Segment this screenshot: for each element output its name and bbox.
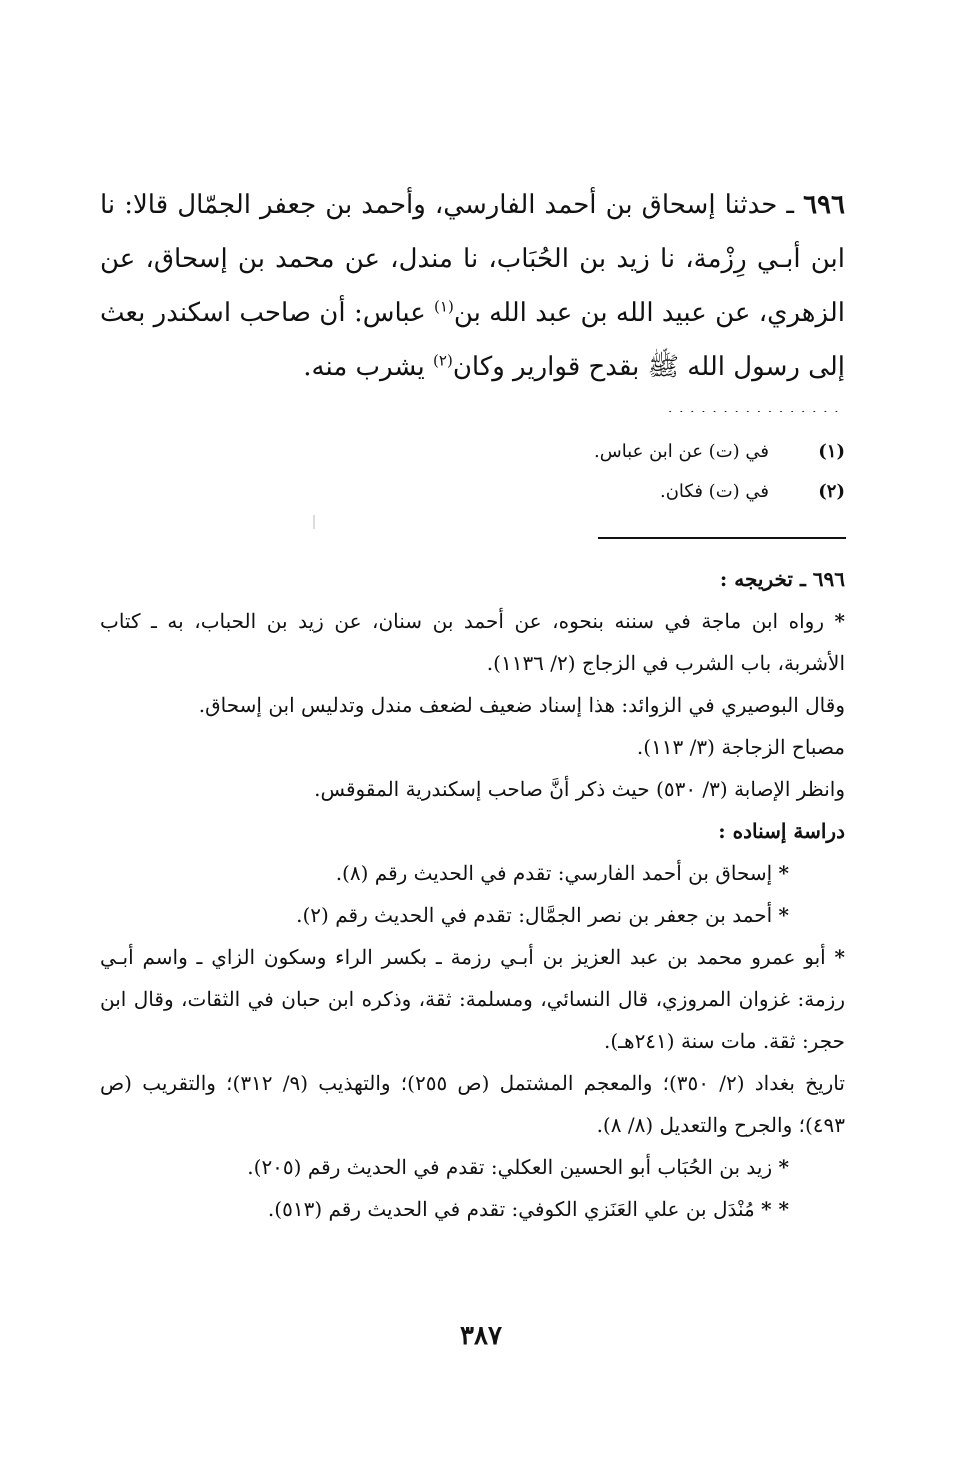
footnote-ref-2: (٢)	[433, 351, 453, 370]
bullet-marker: *	[778, 1155, 789, 1179]
narrator-text: زيد بن الحُبَاب أبو الحسين العكلي: تقدم في الحديث رقم (٢٠٥).	[247, 1155, 773, 1179]
paragraph-text: وانظر الإصابة (٣/ ٥٣٠) حيث ذكر أنَّ صاحب إسكندرية المقوقس.	[314, 777, 845, 801]
footnote-text: في (ت) فكان.	[659, 481, 769, 502]
takhrij-paragraph	[100, 768, 845, 810]
takhrij-paragraph	[100, 600, 845, 684]
takhrij-heading	[100, 558, 845, 600]
hadith-text-part2: عباس: أن صاحب اسكندر بعث إلى رسول الله ﷺ بقدح قوارير وكان	[100, 298, 845, 382]
narrator-entry	[100, 894, 845, 936]
takhrij-heading-title: تخريجه	[734, 567, 793, 591]
page-number: ٣٨٧	[460, 1321, 502, 1351]
paragraph-text: رواه ابن ماجة في سننه بنحوه، عن أحمد بن سنان، عن زيد بن الحباب، به ـ كتاب الأشربة، باب الشرب في الزجاج (٢/ ١١٣٦).	[100, 609, 845, 675]
narrator-sources	[100, 1062, 845, 1146]
paragraph-text: وقال البوصيري في الزوائد: هذا إسناد ضعيف لضعف مندل وتدليس ابن إسحاق.	[198, 693, 845, 717]
footnote-item	[445, 432, 845, 472]
hadith-text-part3: يشرب منه.	[303, 352, 434, 382]
bullet-marker: *	[778, 861, 789, 885]
bullet-marker: * *	[761, 1197, 789, 1221]
narrator-text: إسحاق بن أحمد الفارسي: تقدم في الحديث رقم (٨).	[335, 861, 773, 885]
scan-artifact	[313, 515, 315, 529]
narrator-entry	[100, 1188, 845, 1230]
bullet-marker: *	[778, 903, 789, 927]
footnote-mark: (١)	[818, 441, 845, 462]
footnote-item	[445, 472, 845, 512]
narrator-text: أبو عمرو محمد بن عبد العزيز بن أبـي رزمة ـ بكسر الراء وسكون الزاي ـ واسم أبـي رزمة: غزوان المروزي، قال النسائي، ومسلمة: ثقة، وذكره ابن حبان في الثقات، وقال ابن حجر: ثقة. مات سنة (٢٤١هـ).	[100, 945, 845, 1053]
hadith-dash: ـ	[786, 190, 795, 220]
narrator-entry	[100, 1146, 845, 1188]
takhrij-heading-number: ٦٩٦ ـ	[799, 567, 845, 591]
dirasa-heading: دراسة إسناده :	[718, 819, 845, 843]
dotted-separator: ................	[667, 398, 845, 412]
footnotes	[445, 432, 845, 512]
section-divider	[598, 537, 846, 539]
takhrij-paragraph	[100, 684, 845, 726]
footnote-ref-1: (١)	[434, 297, 454, 316]
takhrij-heading-colon: :	[719, 567, 728, 591]
narrator-entry	[100, 852, 845, 894]
bullet-marker: *	[834, 609, 845, 633]
bullet-marker: *	[834, 945, 846, 969]
narrator-entry	[100, 936, 845, 1062]
footnote-text: في (ت) عن ابن عباس.	[594, 441, 769, 462]
hadith-text	[100, 178, 845, 394]
takhrij-paragraph	[100, 726, 845, 768]
narrator-text: أحمد بن جعفر بن نصر الجمَّال: تقدم في الحديث رقم (٢).	[296, 903, 773, 927]
hadith-text-part1: حدثنا إسحاق بن أحمد الفارسي، وأحمد بن جعفر الجمّال قالا: نا ابن أبـي رِزْمة، نا زيد بن الحُبَاب، نا مندل، عن محمد بن إسحاق، عن الزهري، عن عبيد الله بن عبد الله بن	[100, 190, 845, 328]
sources-text: تاريخ بغداد (٢/ ٣٥٠)؛ والمعجم المشتمل (ص ٢٥٥)؛ والتهذيب (٩/ ٣١٢)؛ والتقريب (ص ٤٩٣)؛ والجرح والتعديل (٨/ ٨).	[100, 1071, 845, 1137]
takhrij-section	[100, 558, 845, 1230]
footnote-mark: (٢)	[818, 481, 845, 502]
narrator-text: مُنْدَل بن علي العَنَزي الكوفي: تقدم في الحديث رقم (٥١٣).	[267, 1197, 755, 1221]
paragraph-text: مصباح الزجاجة (٣/ ١١٣).	[636, 735, 845, 759]
hadith-number: ٦٩٦	[803, 190, 845, 220]
